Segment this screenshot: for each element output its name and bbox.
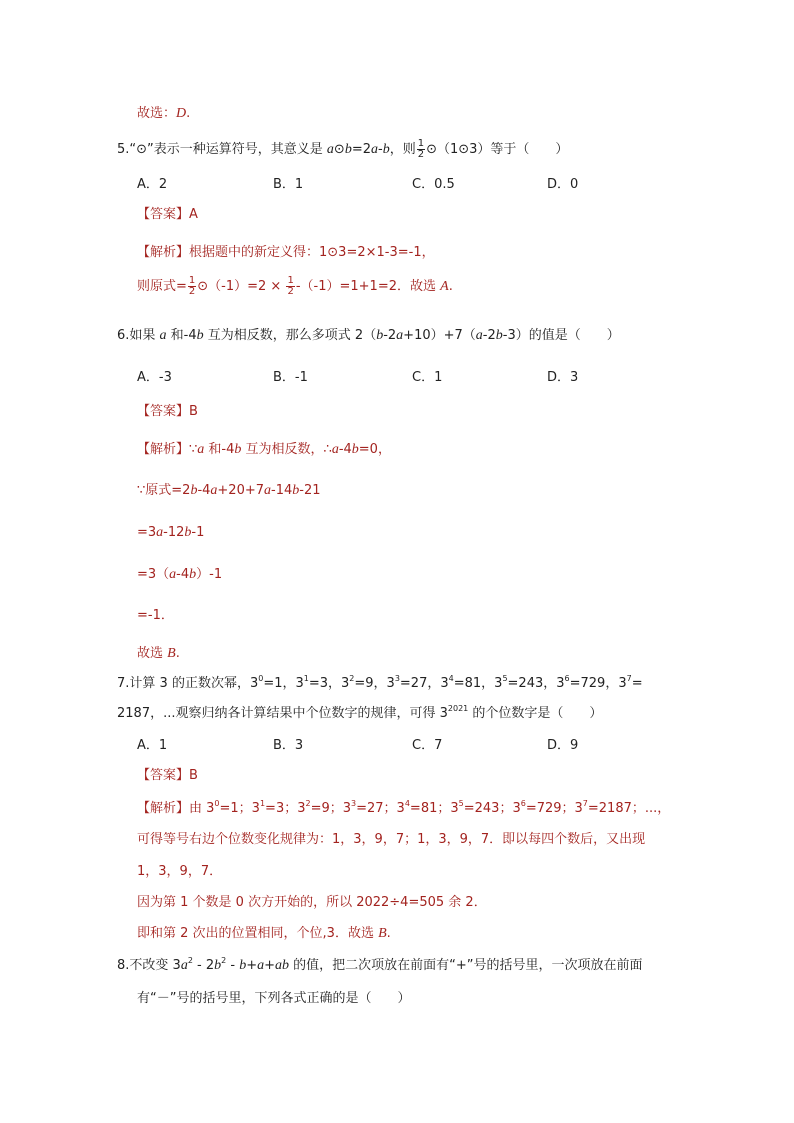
option-b: B．1 [273,177,304,192]
option-d: D．3 [547,370,579,385]
question-5-options [137,176,697,194]
option-a: A．2 [137,177,168,192]
option-a: A．-3 [137,370,172,385]
option-b: B．-1 [273,370,308,385]
question-6-conclusion: 故选 B. [137,646,180,661]
solution-step-2: =3a-12b-1 [137,525,205,540]
question-6-answer: 【答案】B [137,404,198,419]
question-5-answer: 【答案】A [137,207,198,222]
question-6-stem: 6.如果 a 和-4b 互为相反数，那么多项式 2（b-2a+10）+7（a-2b-3）的值是（ ） [117,328,620,343]
question-7-explanation-3: 1，3，9，7． [137,864,223,879]
prev-question-conclusion: 故选：D. [137,106,191,121]
option-c: C．7 [412,738,443,753]
option-d: D．9 [547,738,579,753]
question-6-options [137,369,697,387]
question-7-explanation-4: 因为第 1 个数是 0 次方开始的，所以 2022÷4=505 余 2． [137,895,487,910]
option-d: D．0 [547,177,579,192]
solution-step-3: =3（a-4b）-1 [137,567,223,582]
question-7-stem-2: 2187，...观察归纳各计算结果中个位数字的规律，可得 $3^{2021}$ 的个位数字是（ ） [117,704,603,721]
question-7-conclusion: 即和第 2 次出的位置相同，个位,3．故选 B. [137,926,391,941]
question-8-stem: 8.不改变 $3a^2 - 2b^2 - b+a+ab$ 的值，把二次项放在前面有“+”号的括号里，一次项放在前面 [117,956,643,973]
question-8-stem-2: 有“－”号的括号里，下列各式正确的是（ ） [137,991,411,1006]
question-7-stem: 7.计算 3 的正数次幂，$3^0=1$，$3^1=3$，$3^2=9$，$3^3=27$，$3^4=81$，$3^5=243$，$3^6=729$，$3^7=$ [117,674,643,691]
question-5-explanation-2: 则原式= $\frac{1}{2}$ ⊙（-1）=2 × $\frac{1}{2}$ -（-1）=1+1=2．故选 A. [137,275,453,297]
question-6-explanation: 【解析】∵a 和-4b 互为相反数，∴a-4b=0， [137,442,391,457]
question-7-options [137,737,697,755]
solution-step-4: =-1． [137,608,174,623]
question-5-stem: 5.“⊙”表示一种运算符号，其意义是 a⊙b=2a-b，则 $\frac{1}{2}$ ⊙（1⊙3）等于（ ） [117,138,569,160]
option-a: A．1 [137,738,168,753]
fraction-half: $\frac{1}{2}$ [417,138,425,160]
question-7-answer: 【答案】B [137,768,198,783]
solution-step-1: ∵原式=2b-4a+20+7a-14b-21 [137,483,321,498]
option-b: B．3 [273,738,304,753]
question-7-explanation-2: 可得等号右边个位数变化规律为：1，3，9，7；1，3，9，7．即以每四个数后，又出现 [137,832,646,847]
question-7-explanation: 【解析】由 $3^0=1$；$3^1=3$；$3^2=9$；$3^3=27$；$3^4=81$；$3^5=243$；$3^6=729$；$3^7=2187$；...， [137,799,671,816]
option-c: C．0.5 [412,177,455,192]
option-c: C．1 [412,370,443,385]
question-5-explanation: 【解析】根据题中的新定义得：1⊙3=2×1-3=-1， [137,245,435,260]
